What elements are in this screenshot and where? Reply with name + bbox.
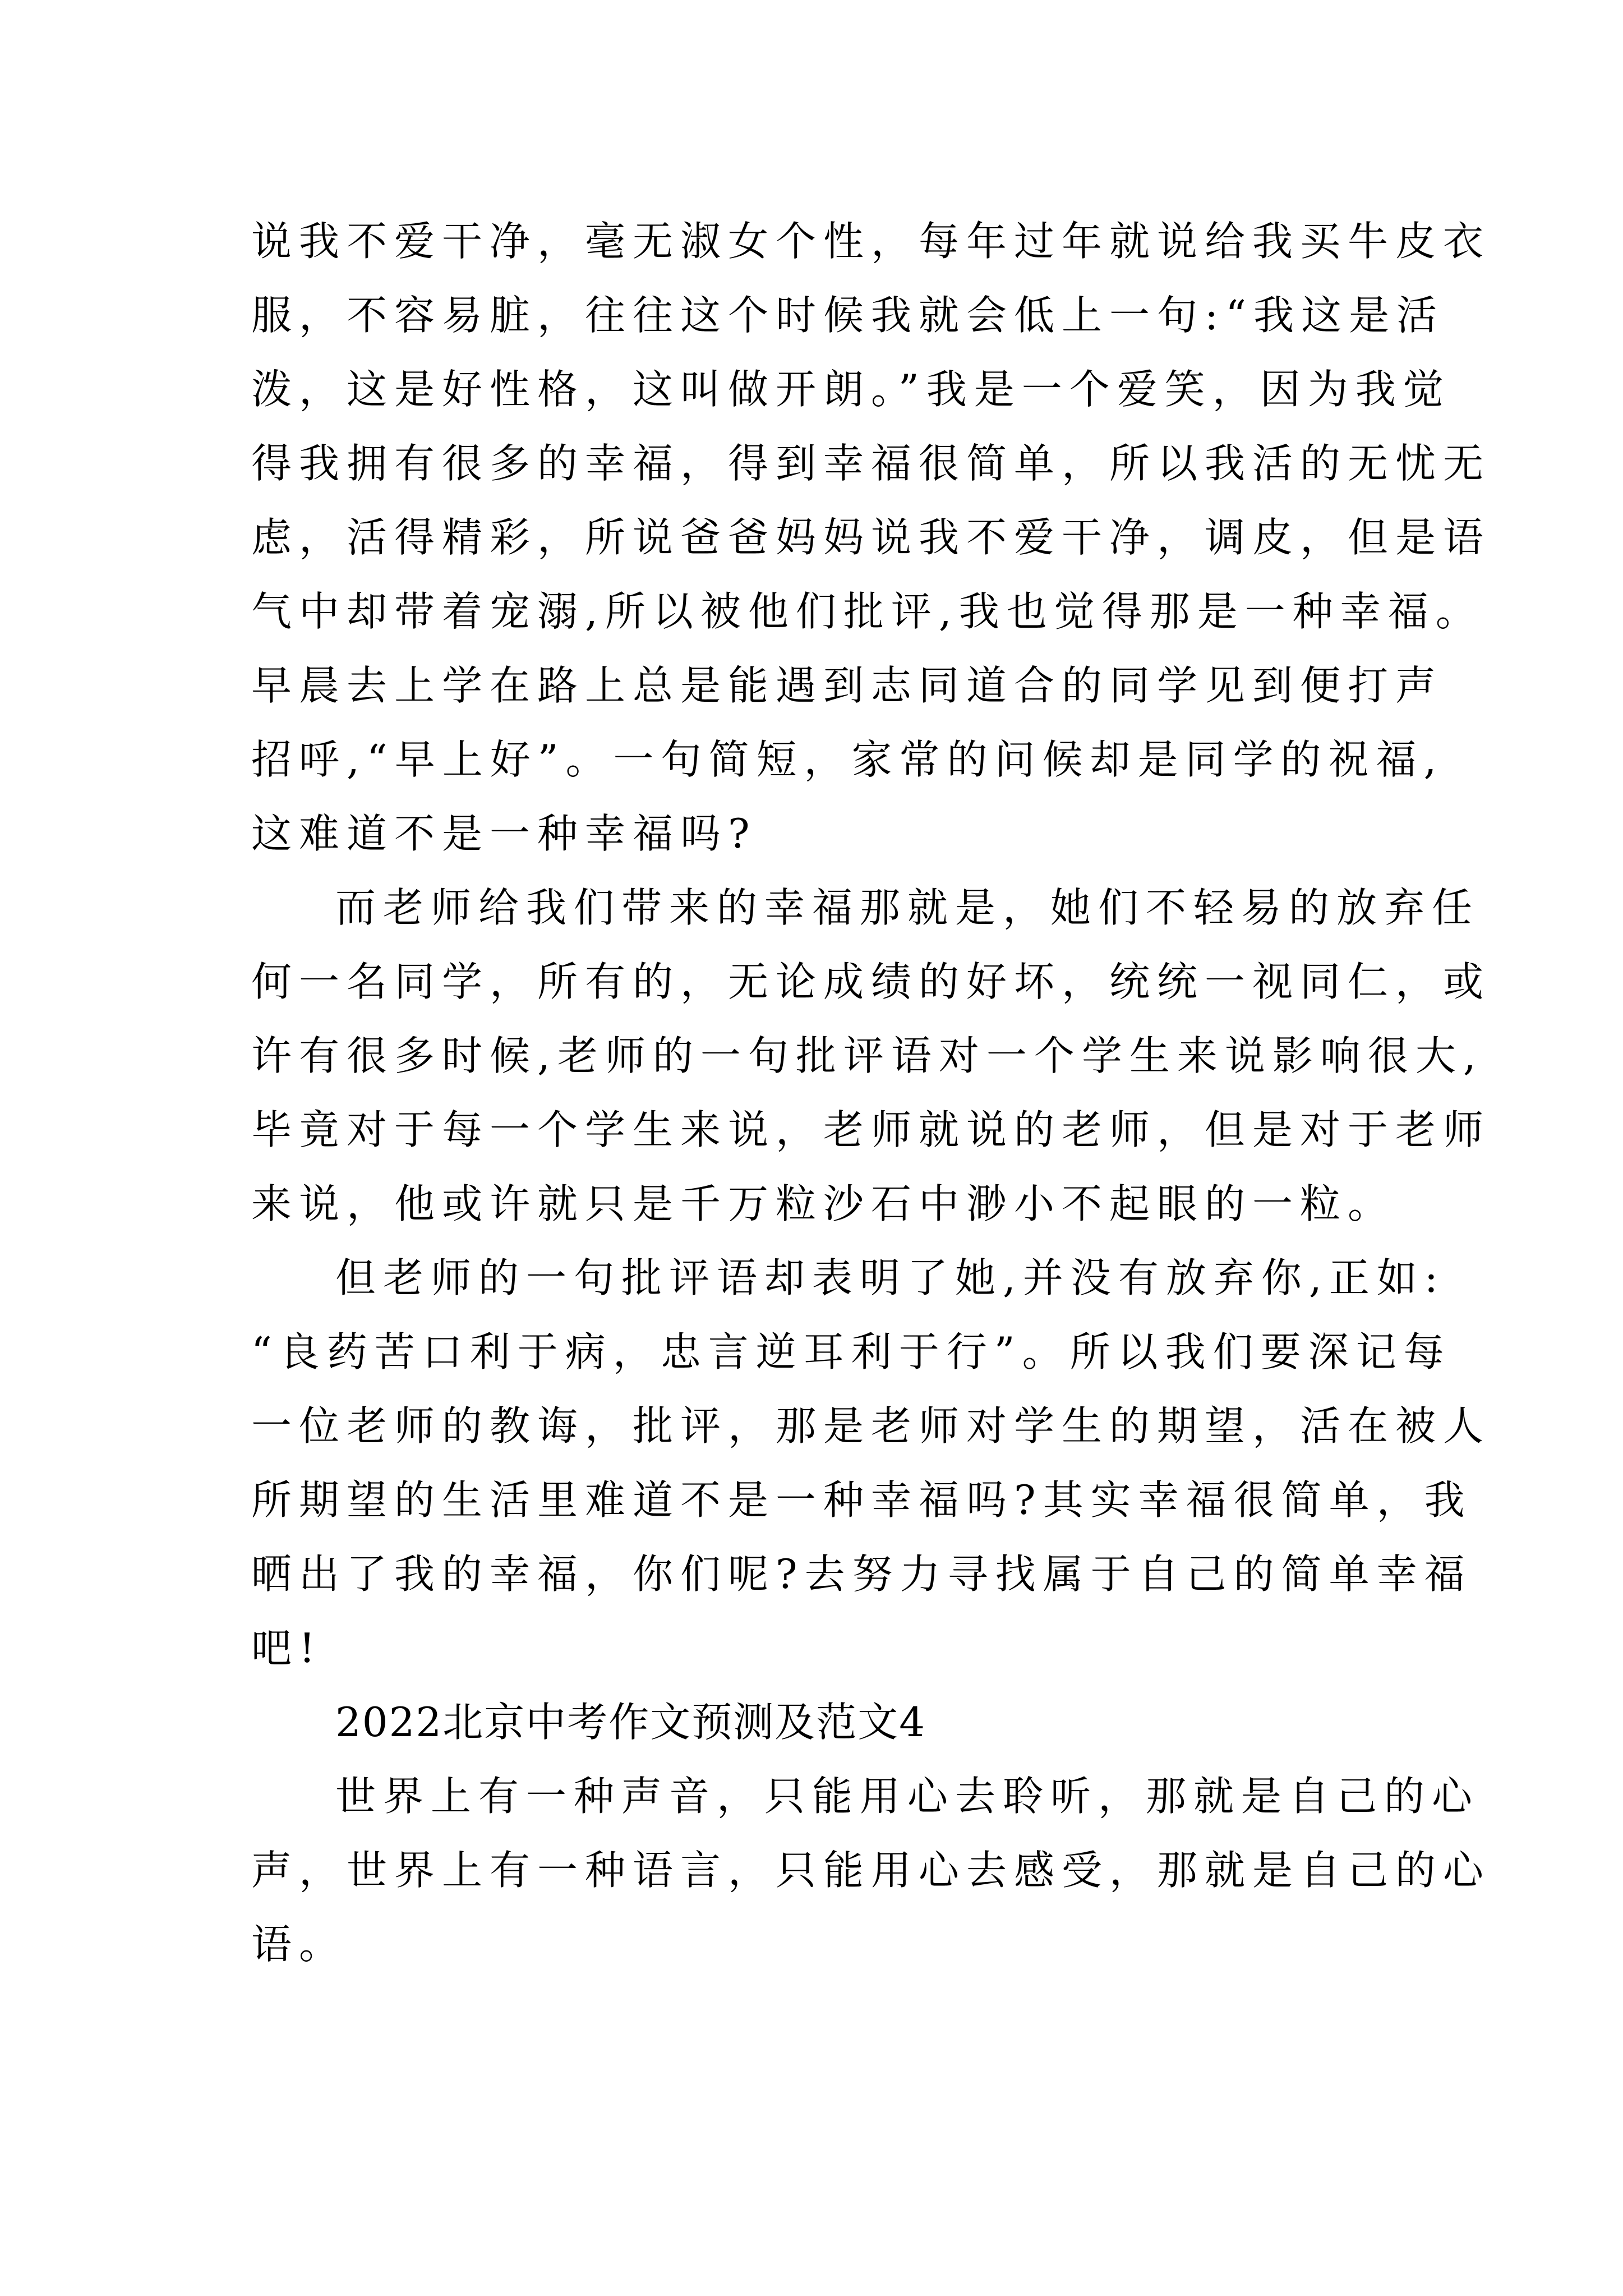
text-line: 得我拥有很多的幸福，得到幸福很简单，所以我活的无忧无 [251,440,1491,487]
text-line: 来说，他或许就只是千万粒沙石中渺小不起眼的一粒。 [251,1180,1396,1227]
text-line: 吧! [251,1625,322,1672]
text-line: 声，世界上有一种语言，只能用心去感受，那就是自己的心 [251,1847,1491,1894]
text-line: 所期望的生活里难道不是一种幸福吗?其实幸福很简单，我 [251,1476,1472,1524]
text-line: 语。 [251,1921,347,1968]
text-line: 世界上有一种声音，只能用心去聆听，那就是自己的心 [335,1773,1480,1820]
text-line: 虑，活得精彩，所说爸爸妈妈说我不爱干净，调皮，但是语 [251,514,1491,561]
text-line: 晒出了我的幸福，你们呢?去努力寻找属于自己的简单幸福 [251,1550,1472,1598]
text-line: 而老师给我们带来的幸福那就是，她们不轻易的放弃任 [335,884,1480,931]
text-line: 早晨去上学在路上总是能遇到志同道合的同学见到便打声 [251,662,1444,709]
text-line: 说我不爱干净，毫无淑女个性，每年过年就说给我买牛皮衣 [251,218,1491,265]
text-line: “良药苦口利于病，忠言逆耳利于行”。所以我们要深记每 [251,1328,1451,1375]
text-line: 一位老师的教诲，批评，那是老师对学生的期望，活在被人 [251,1402,1491,1450]
text-line: 这难道不是一种幸福吗? [251,810,757,857]
text-line: 何一名同学，所有的，无论成绩的好坏，统统一视同仁，或 [251,958,1491,1005]
text-line: 招呼,“早上好”。一句简短，家常的问候却是同学的祝福, [251,736,1444,783]
text-line: 毕竟对于每一个学生来说，老师就说的老师，但是对于老师 [251,1106,1491,1153]
text-line: 泼，这是好性格，这叫做开朗。”我是一个爱笑，因为我觉 [251,366,1451,413]
heading-text: 2022北京中考作文预测及范文4 [335,1699,926,1746]
text-line: 许有很多时候,老师的一句批评语对一个学生来说影响很大, [251,1032,1483,1079]
text-line: 但老师的一句批评语却表明了她,并没有放弃你,正如: [335,1254,1446,1301]
text-line: 服，不容易脏，往往这个时候我就会低上一句:“我这是活 [251,292,1445,339]
text-line: 气中却带着宠溺,所以被他们批评,我也觉得那是一种幸福。 [251,588,1483,635]
